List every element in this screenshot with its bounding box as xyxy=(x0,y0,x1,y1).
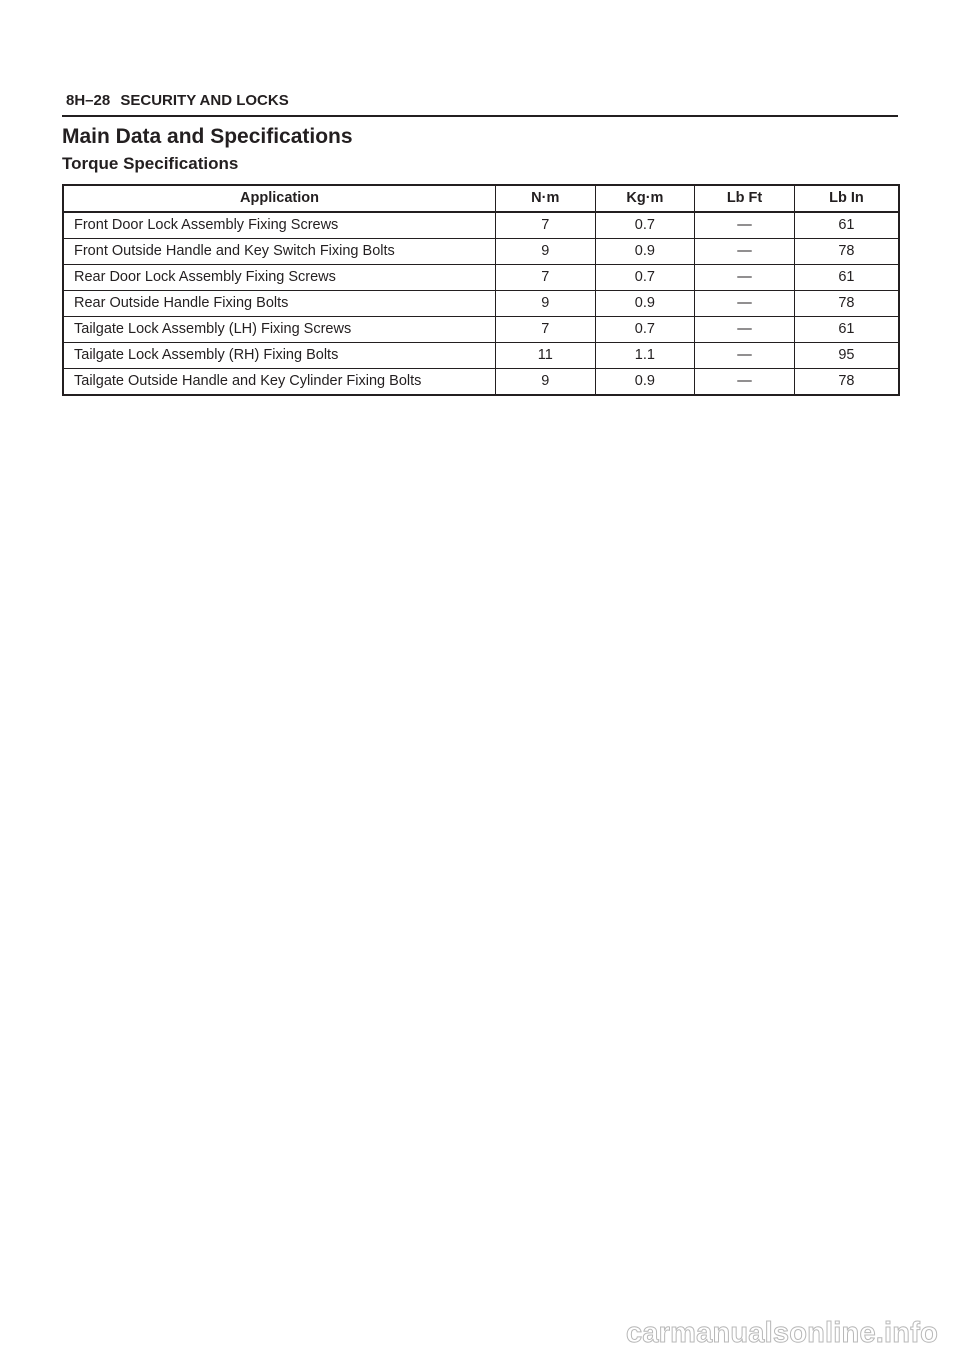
page-header xyxy=(66,92,289,109)
column-header-application: Application xyxy=(63,185,495,212)
table-row xyxy=(63,265,899,291)
nm-cell: 9 xyxy=(495,239,595,265)
table-header-row xyxy=(63,185,899,212)
application-cell: Front Outside Handle and Key Switch Fixing Bolts xyxy=(63,239,495,265)
lb-ft-cell: — xyxy=(695,212,795,239)
lb-ft-cell: — xyxy=(695,369,795,396)
lb-ft-cell: — xyxy=(695,291,795,317)
kgm-cell: 0.9 xyxy=(595,291,695,317)
application-cell: Tailgate Lock Assembly (RH) Fixing Bolts xyxy=(63,343,495,369)
lb-ft-cell: — xyxy=(695,239,795,265)
page-title: Main Data and Specifications xyxy=(62,125,353,148)
nm-cell: 7 xyxy=(495,317,595,343)
kgm-cell: 1.1 xyxy=(595,343,695,369)
lb-in-cell: 61 xyxy=(794,212,899,239)
lb-ft-cell: — xyxy=(695,317,795,343)
table-row xyxy=(63,343,899,369)
lb-in-cell: 61 xyxy=(794,265,899,291)
nm-cell: 7 xyxy=(495,265,595,291)
table-row xyxy=(63,369,899,396)
column-header-lb-in: Lb In xyxy=(794,185,899,212)
nm-cell: 9 xyxy=(495,291,595,317)
page-number: 8H–28 xyxy=(66,92,111,109)
table-row xyxy=(63,239,899,265)
column-header-kgm: Kg·m xyxy=(595,185,695,212)
kgm-cell: 0.7 xyxy=(595,265,695,291)
column-header-lb-ft: Lb Ft xyxy=(695,185,795,212)
application-cell: Tailgate Outside Handle and Key Cylinder Fixing Bolts xyxy=(63,369,495,396)
table-row xyxy=(63,212,899,239)
nm-cell: 11 xyxy=(495,343,595,369)
kgm-cell: 0.9 xyxy=(595,239,695,265)
section-title: Torque Specifications xyxy=(62,154,239,173)
application-cell: Tailgate Lock Assembly (LH) Fixing Screws xyxy=(63,317,495,343)
chapter-title: SECURITY AND LOCKS xyxy=(120,92,289,109)
kgm-cell: 0.7 xyxy=(595,212,695,239)
watermark: carmanualsonline.info xyxy=(626,1317,938,1349)
application-cell: Front Door Lock Assembly Fixing Screws xyxy=(63,212,495,239)
nm-cell: 9 xyxy=(495,369,595,396)
lb-in-cell: 78 xyxy=(794,291,899,317)
lb-in-cell: 61 xyxy=(794,317,899,343)
table-row xyxy=(63,291,899,317)
application-cell: Rear Door Lock Assembly Fixing Screws xyxy=(63,265,495,291)
lb-in-cell: 95 xyxy=(794,343,899,369)
table-row xyxy=(63,317,899,343)
lb-ft-cell: — xyxy=(695,265,795,291)
lb-in-cell: 78 xyxy=(794,239,899,265)
nm-cell: 7 xyxy=(495,212,595,239)
kgm-cell: 0.9 xyxy=(595,369,695,396)
column-header-nm: N·m xyxy=(495,185,595,212)
lb-in-cell: 78 xyxy=(794,369,899,396)
header-divider xyxy=(62,115,898,117)
lb-ft-cell: — xyxy=(695,343,795,369)
torque-specifications-table xyxy=(62,184,900,396)
kgm-cell: 0.7 xyxy=(595,317,695,343)
application-cell: Rear Outside Handle Fixing Bolts xyxy=(63,291,495,317)
